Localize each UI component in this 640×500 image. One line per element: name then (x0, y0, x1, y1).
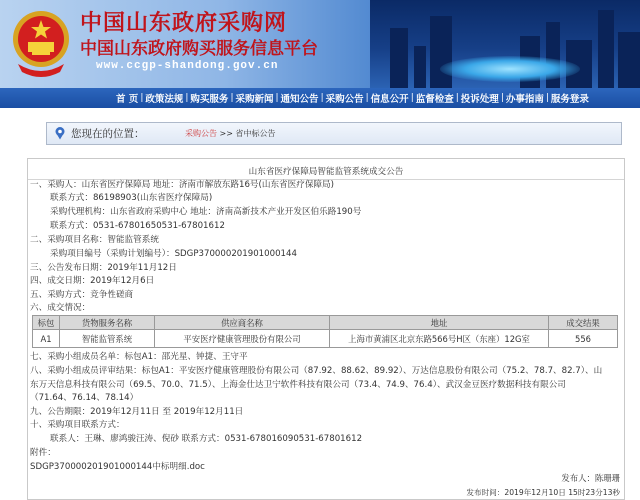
doc-line-deal-date: 四、成交日期：2019年12月6日 (30, 276, 155, 286)
breadcrumb-trail (185, 128, 276, 139)
breadcrumb-current: 省中标公告 (235, 129, 276, 138)
nav-login[interactable]: 服务登录 (550, 94, 589, 105)
doc-line-method: 五、采购方式：竞争性磋商 (30, 290, 134, 300)
nav-news[interactable]: 采购新闻 (235, 94, 274, 105)
table-cell: A1 (33, 330, 60, 348)
location-pin-icon (53, 126, 67, 140)
table-row (33, 330, 618, 348)
doc-line-contact-persons: 联系人：王琳、廖鸿骏汪涛、倪砂 联系方式：0531-678016090531-67801612 (50, 434, 363, 444)
nav-home[interactable]: 首 页 (116, 94, 139, 105)
doc-line-results-heading: 六、成交情况： (30, 303, 91, 313)
table-header: 货物服务名称 (60, 316, 155, 330)
document-title: 山东省医疗保障局智能监管系统成交公告 (248, 167, 404, 177)
nav-complaints[interactable]: 投诉处理 (460, 94, 499, 105)
publisher: 发布人：陈珊珊 (561, 473, 620, 483)
breadcrumb-link-procurement[interactable]: 采购公告 (185, 129, 217, 138)
doc-line-purchaser: 一、采购人：山东省医疗保障局 地址：济南市解放东路16号(山东省医疗保障局) (30, 180, 334, 190)
table-header: 成交结果 (549, 316, 618, 330)
main-nav: 首 页 | 政策法规 | 购买服务 | 采购新闻 | 通知公告 | 采购公告 | 信息公开 | 监督检查 | 投诉处理 | 办事指南 | 服务登录 (0, 88, 640, 108)
site-url: www.ccgp-shandong.gov.cn (96, 60, 279, 72)
publish-time: 发布时间：2019年12月10日 15时23分13秒 (466, 488, 620, 497)
breadcrumb-label: 您现在的位置： (71, 128, 145, 140)
nav-policy[interactable]: 政策法规 (145, 94, 184, 105)
table-header: 供应商名称 (155, 316, 330, 330)
doc-line-agency: 采购代理机构：山东省政府采购中心 地址：济南高新技术产业开发区伯乐路190号 (50, 207, 362, 217)
doc-line-contact-heading: 十、采购项目联系方式： (30, 420, 125, 430)
table-header: 标包 (33, 316, 60, 330)
table-cell: 556 (549, 330, 618, 348)
table-cell: 上海市黄浦区北京东路566号H区（东座）12G室 (330, 330, 549, 348)
city-night-photo (370, 0, 640, 88)
breadcrumb (46, 122, 622, 145)
site-subtitle: 中国山东政府购买服务信息平台 (80, 39, 318, 59)
doc-line-project-name: 二、采购项目名称：智能监管系统 (30, 235, 159, 245)
national-emblem-icon (8, 6, 74, 82)
doc-line-review-results-end: （71.64、76.14、78.14） (30, 393, 139, 403)
table-header: 地址 (330, 316, 549, 330)
table-cell: 平安医疗健康管理股份有限公司 (155, 330, 330, 348)
doc-line-review-results-cont: 东万天信息科技有限公司（69.5、70.0、71.5）、上海金仕达卫宁软件科技有限公司（73.4、74.9、76.4）、武汉金豆医疗数据科技有限公司 (30, 380, 566, 390)
doc-line-attachment-label: 附件： (30, 448, 56, 458)
doc-line-notice-period: 九、公告期限：2019年12月11日 至 2019年12月11日 (30, 407, 244, 417)
nav-guide[interactable]: 办事指南 (505, 94, 544, 105)
attachment-link[interactable]: SDGP370000201901000144中标明细.doc (30, 462, 205, 472)
nav-disclosure[interactable]: 信息公开 (370, 94, 409, 105)
nav-purchase-service[interactable]: 购买服务 (190, 94, 229, 105)
nav-supervision[interactable]: 监督检查 (415, 94, 454, 105)
site-banner (0, 0, 640, 88)
announcement-document (27, 158, 625, 500)
doc-line-purchaser-contact: 联系方式：86198903(山东省医疗保障局) (50, 193, 213, 203)
doc-line-panel-members: 七、采购小组成员名单：标包A1：邵光星、钟捷、王守平 (30, 352, 248, 362)
doc-line-project-code: 采购项目编号（采购计划编号）：SDGP370000201901000144 (50, 249, 297, 259)
nav-procurement-notices[interactable]: 采购公告 (325, 94, 364, 105)
results-table (32, 315, 618, 348)
nav-notices[interactable]: 通知公告 (280, 94, 319, 105)
doc-line-agency-contact: 联系方式：0531-67801650531-67801612 (50, 221, 225, 231)
site-title: 中国山东政府采购网 (80, 10, 288, 36)
doc-line-review-results: 八、采购小组成员评审结果：标包A1：平安医疗健康管理股份有限公司（87.92、88.62、89.92）、万达信息股份有限公司（75.2、78.7、82.7）、山 (30, 366, 603, 376)
breadcrumb-separator: >> (219, 129, 233, 138)
table-cell: 智能监管系统 (60, 330, 155, 348)
doc-line-publish-date: 三、公告发布日期：2019年11月12日 (30, 263, 177, 273)
